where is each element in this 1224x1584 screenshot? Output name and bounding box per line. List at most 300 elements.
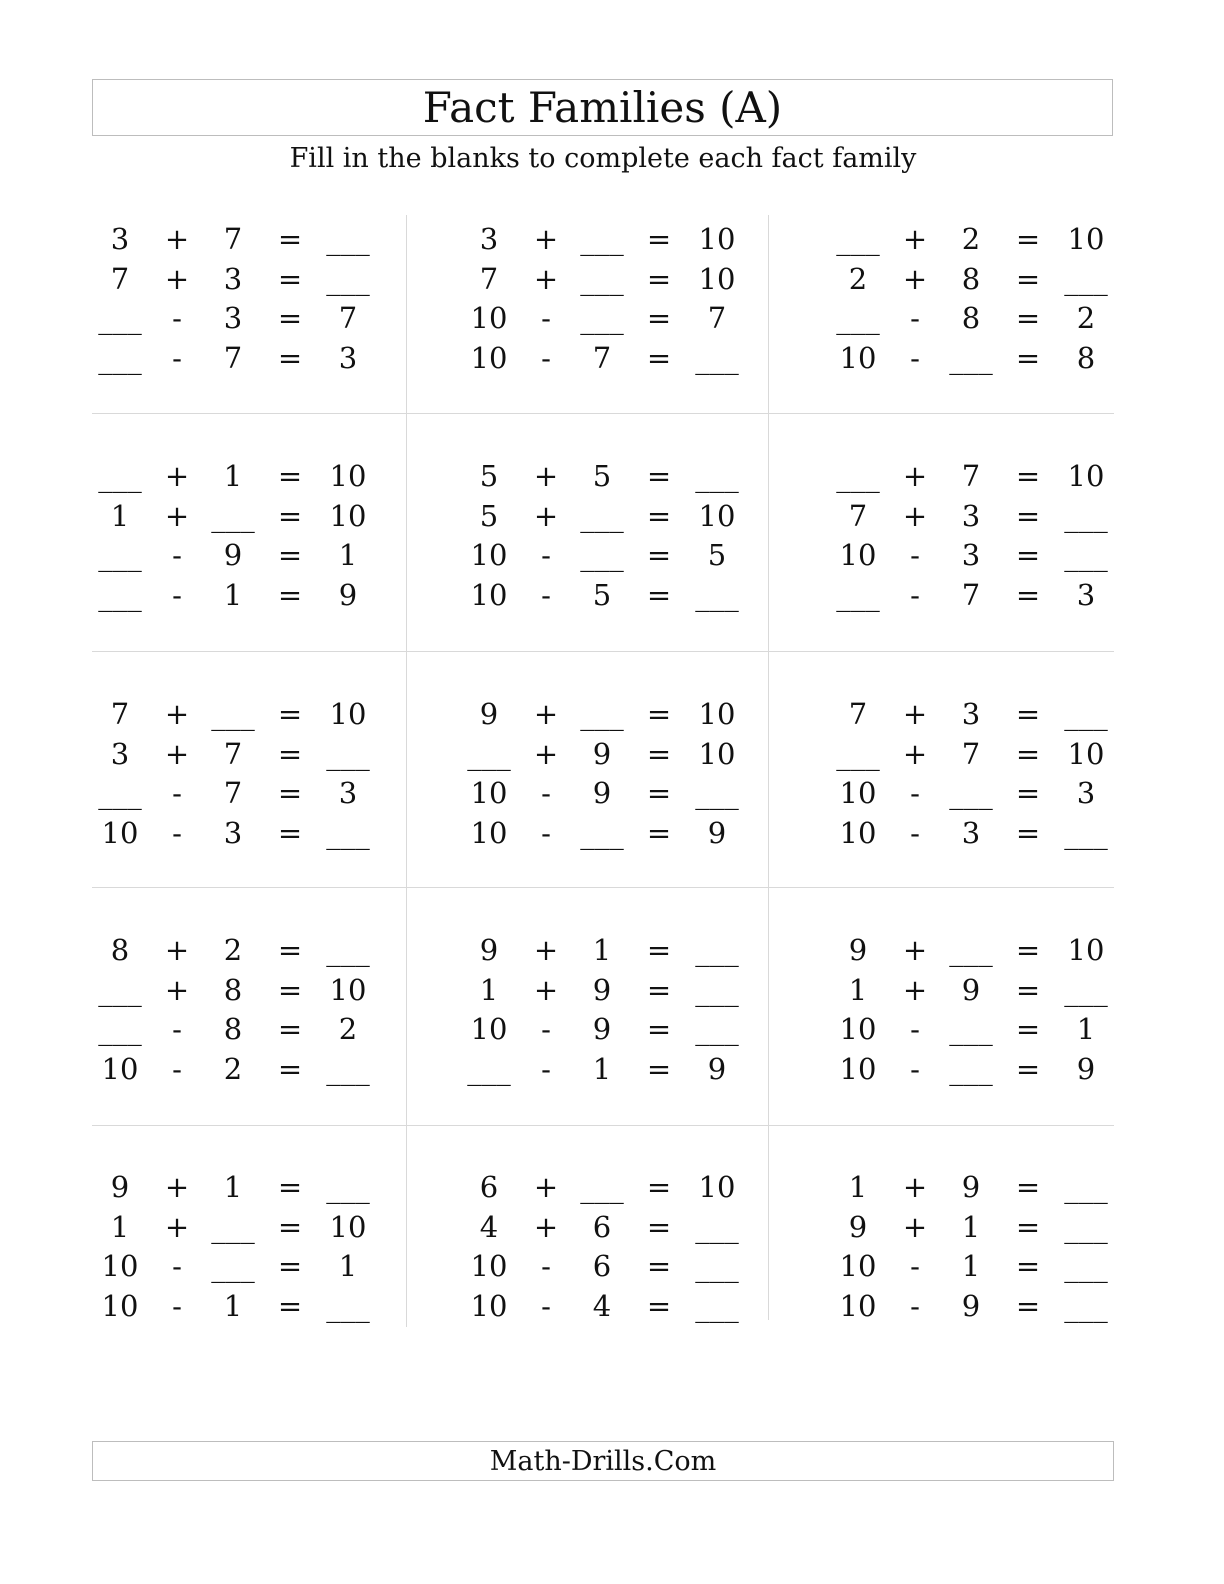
equals-sign: =: [277, 261, 303, 296]
number: 9: [110, 1170, 130, 1204]
number: 9: [338, 577, 358, 612]
answer-blank[interactable]: ___: [695, 1288, 739, 1323]
answer-blank[interactable]: ___: [1064, 1170, 1108, 1204]
operator: +: [533, 697, 559, 731]
answer-blank[interactable]: ___: [695, 1012, 739, 1046]
answer-blank[interactable]: ___: [949, 776, 993, 810]
number: 5: [592, 577, 612, 612]
operator: +: [533, 222, 559, 256]
answer-blank[interactable]: ___: [1064, 261, 1108, 296]
number: 9: [848, 1209, 868, 1244]
fact-family: [92, 1167, 392, 1337]
operator: +: [533, 1209, 559, 1244]
equals-sign: =: [646, 776, 672, 810]
equals-sign: =: [277, 340, 303, 375]
operator: -: [910, 776, 920, 810]
number: 3: [961, 815, 981, 850]
number: 1: [223, 459, 243, 493]
answer-blank[interactable]: ___: [695, 933, 739, 967]
number: 10: [470, 776, 508, 810]
fact-family: [92, 456, 392, 626]
operator: -: [172, 815, 182, 850]
number: 3: [110, 736, 130, 771]
number: 1: [592, 933, 612, 967]
equation: [830, 496, 1130, 536]
number: 10: [101, 1249, 139, 1283]
number: 9: [479, 697, 499, 731]
fact-family: [830, 219, 1130, 389]
operator: -: [910, 1051, 920, 1086]
equals-sign: =: [1015, 736, 1041, 771]
number: 2: [223, 933, 243, 967]
operator: +: [902, 498, 928, 533]
equation: [92, 1049, 392, 1089]
equation: [461, 1009, 761, 1049]
answer-blank[interactable]: ___: [1064, 697, 1108, 731]
number: 7: [592, 340, 612, 375]
answer-blank[interactable]: ___: [695, 1209, 739, 1244]
number: 8: [961, 261, 981, 296]
operator: -: [541, 538, 551, 572]
number: 9: [223, 538, 243, 572]
equals-sign: =: [646, 301, 672, 335]
operator: +: [902, 459, 928, 493]
number: 10: [101, 1051, 139, 1086]
operator: -: [910, 1288, 920, 1323]
operator: -: [910, 815, 920, 850]
answer-blank[interactable]: ___: [949, 933, 993, 967]
equals-sign: =: [646, 459, 672, 493]
equals-sign: =: [277, 1012, 303, 1046]
answer-blank[interactable]: ___: [326, 261, 370, 296]
column-divider: [768, 215, 769, 1320]
number: 9: [848, 933, 868, 967]
answer-blank[interactable]: ___: [695, 972, 739, 1007]
number: 10: [329, 498, 367, 533]
number: 8: [961, 301, 981, 335]
operator: -: [172, 301, 182, 335]
number: 10: [1067, 459, 1105, 493]
fact-family: [461, 930, 761, 1100]
row-divider: [92, 651, 1114, 652]
equation: [461, 496, 761, 536]
answer-blank[interactable]: ___: [98, 301, 142, 335]
equation: [461, 813, 761, 853]
operator: -: [541, 1249, 551, 1283]
equation: [830, 456, 1130, 496]
number: 10: [470, 1288, 508, 1323]
number: 1: [338, 538, 358, 572]
equation: [92, 219, 392, 259]
equation: [461, 1286, 761, 1326]
operator: +: [164, 498, 190, 533]
answer-blank[interactable]: ___: [695, 340, 739, 375]
equation: [830, 970, 1130, 1010]
operator: -: [541, 301, 551, 335]
fact-family: [830, 694, 1130, 864]
number: 5: [479, 498, 499, 533]
equation: [830, 1207, 1130, 1247]
answer-blank[interactable]: ___: [580, 222, 624, 256]
equation: [830, 298, 1130, 338]
number: 1: [848, 1170, 868, 1204]
equation: [830, 535, 1130, 575]
answer-blank[interactable]: ___: [949, 1051, 993, 1086]
equals-sign: =: [646, 1170, 672, 1204]
answer-blank[interactable]: ___: [1064, 815, 1108, 850]
number: 2: [223, 1051, 243, 1086]
number: 7: [223, 776, 243, 810]
answer-blank[interactable]: ___: [98, 972, 142, 1007]
number: 10: [839, 776, 877, 810]
number: 6: [479, 1170, 499, 1204]
equals-sign: =: [646, 697, 672, 731]
equals-sign: =: [277, 1051, 303, 1086]
answer-blank[interactable]: ___: [98, 340, 142, 375]
number: 2: [961, 222, 981, 256]
equals-sign: =: [277, 498, 303, 533]
equals-sign: =: [646, 1051, 672, 1086]
equation: [830, 694, 1130, 734]
number: 9: [592, 972, 612, 1007]
operator: -: [541, 1012, 551, 1046]
answer-blank[interactable]: ___: [98, 577, 142, 612]
answer-blank[interactable]: ___: [211, 697, 255, 731]
answer-blank[interactable]: ___: [1064, 972, 1108, 1007]
number: 1: [961, 1209, 981, 1244]
fact-family: [830, 456, 1130, 626]
equation: [92, 298, 392, 338]
number: 6: [592, 1249, 612, 1283]
number: 4: [479, 1209, 499, 1244]
operator: +: [164, 697, 190, 731]
equation: [461, 970, 761, 1010]
fact-family: [461, 456, 761, 626]
answer-blank[interactable]: ___: [1064, 1288, 1108, 1323]
equals-sign: =: [1015, 340, 1041, 375]
answer-blank[interactable]: ___: [695, 1249, 739, 1283]
answer-blank[interactable]: ___: [580, 697, 624, 731]
number: 10: [698, 222, 736, 256]
number: 10: [698, 736, 736, 771]
answer-blank[interactable]: ___: [949, 340, 993, 375]
number: 9: [592, 1012, 612, 1046]
number: 10: [839, 340, 877, 375]
operator: +: [902, 933, 928, 967]
number: 10: [329, 1209, 367, 1244]
operator: +: [902, 261, 928, 296]
operator: -: [910, 538, 920, 572]
number: 7: [110, 697, 130, 731]
answer-blank[interactable]: ___: [695, 577, 739, 612]
answer-blank[interactable]: ___: [467, 736, 511, 771]
answer-blank[interactable]: ___: [211, 1249, 255, 1283]
equation: [92, 1009, 392, 1049]
answer-blank[interactable]: ___: [949, 1012, 993, 1046]
number: 3: [479, 222, 499, 256]
equation: [92, 338, 392, 378]
equals-sign: =: [277, 1209, 303, 1244]
operator: +: [164, 222, 190, 256]
equation: [830, 1049, 1130, 1089]
answer-blank[interactable]: ___: [98, 459, 142, 493]
number: 9: [961, 1288, 981, 1323]
equation: [461, 219, 761, 259]
number: 10: [839, 1012, 877, 1046]
answer-blank[interactable]: ___: [326, 933, 370, 967]
equals-sign: =: [646, 1209, 672, 1244]
equation: [830, 338, 1130, 378]
number: 3: [223, 815, 243, 850]
number: 10: [470, 1012, 508, 1046]
equals-sign: =: [277, 459, 303, 493]
equation: [92, 694, 392, 734]
fact-family: [830, 930, 1130, 1100]
equals-sign: =: [1015, 459, 1041, 493]
equation: [92, 813, 392, 853]
number: 7: [338, 301, 358, 335]
worksheet-title-text: Fact Families (A): [422, 82, 783, 132]
answer-blank[interactable]: ___: [326, 736, 370, 771]
answer-blank[interactable]: ___: [580, 1170, 624, 1204]
equals-sign: =: [1015, 697, 1041, 731]
operator: +: [164, 736, 190, 771]
equals-sign: =: [1015, 261, 1041, 296]
equals-sign: =: [1015, 1209, 1041, 1244]
number: 7: [848, 697, 868, 731]
column-divider: [406, 215, 407, 1327]
number: 9: [1076, 1051, 1096, 1086]
answer-blank[interactable]: ___: [1064, 1209, 1108, 1244]
answer-blank[interactable]: ___: [326, 1051, 370, 1086]
equals-sign: =: [646, 972, 672, 1007]
equals-sign: =: [277, 972, 303, 1007]
number: 8: [1076, 340, 1096, 375]
number: 3: [961, 697, 981, 731]
equals-sign: =: [1015, 1051, 1041, 1086]
number: 1: [961, 1249, 981, 1283]
number: 1: [1076, 1012, 1096, 1046]
equation: [92, 1207, 392, 1247]
operator: +: [164, 459, 190, 493]
number: 9: [961, 1170, 981, 1204]
number: 7: [223, 736, 243, 771]
answer-blank[interactable]: ___: [695, 459, 739, 493]
operator: -: [541, 577, 551, 612]
answer-blank[interactable]: ___: [580, 498, 624, 533]
equation: [461, 456, 761, 496]
number: 7: [479, 261, 499, 296]
equation: [830, 259, 1130, 299]
equation: [461, 694, 761, 734]
answer-blank[interactable]: ___: [836, 736, 880, 771]
equals-sign: =: [277, 577, 303, 612]
equals-sign: =: [646, 1012, 672, 1046]
operator: +: [902, 1209, 928, 1244]
row-divider: [92, 887, 1114, 888]
number: 10: [470, 538, 508, 572]
equals-sign: =: [277, 933, 303, 967]
number: 10: [329, 459, 367, 493]
answer-blank[interactable]: ___: [836, 222, 880, 256]
answer-blank[interactable]: ___: [98, 776, 142, 810]
number: 7: [848, 498, 868, 533]
equation: [461, 259, 761, 299]
number: 10: [470, 1249, 508, 1283]
equals-sign: =: [277, 1288, 303, 1323]
answer-blank[interactable]: ___: [98, 538, 142, 572]
equals-sign: =: [1015, 1012, 1041, 1046]
equals-sign: =: [1015, 498, 1041, 533]
number: 5: [479, 459, 499, 493]
operator: -: [172, 538, 182, 572]
equals-sign: =: [646, 1249, 672, 1283]
fact-family-grid: [92, 215, 1114, 1327]
number: 10: [1067, 222, 1105, 256]
equation: [92, 259, 392, 299]
operator: +: [164, 933, 190, 967]
number: 10: [839, 1249, 877, 1283]
answer-blank[interactable]: ___: [836, 577, 880, 612]
answer-blank[interactable]: ___: [326, 815, 370, 850]
operator: +: [533, 736, 559, 771]
number: 10: [698, 261, 736, 296]
equation: [92, 575, 392, 615]
number: 3: [338, 340, 358, 375]
equals-sign: =: [646, 933, 672, 967]
equals-sign: =: [646, 736, 672, 771]
number: 10: [1067, 933, 1105, 967]
answer-blank[interactable]: ___: [326, 222, 370, 256]
equation: [461, 734, 761, 774]
equals-sign: =: [1015, 933, 1041, 967]
answer-blank[interactable]: ___: [326, 1288, 370, 1323]
operator: -: [910, 1012, 920, 1046]
number: 7: [223, 222, 243, 256]
operator: +: [164, 1170, 190, 1204]
equation: [461, 338, 761, 378]
equation: [92, 456, 392, 496]
equation: [830, 1009, 1130, 1049]
operator: +: [164, 1209, 190, 1244]
operator: +: [902, 697, 928, 731]
operator: +: [902, 736, 928, 771]
answer-blank[interactable]: ___: [211, 1209, 255, 1244]
equals-sign: =: [1015, 972, 1041, 1007]
operator: +: [902, 222, 928, 256]
number: 3: [961, 538, 981, 572]
operator: -: [541, 776, 551, 810]
number: 9: [479, 933, 499, 967]
equation: [830, 1167, 1130, 1207]
answer-blank[interactable]: ___: [98, 1012, 142, 1046]
equation: [830, 813, 1130, 853]
answer-blank[interactable]: ___: [326, 1170, 370, 1204]
number: 10: [329, 697, 367, 731]
operator: -: [910, 577, 920, 612]
number: 1: [110, 498, 130, 533]
equation: [92, 970, 392, 1010]
equation: [461, 298, 761, 338]
operator: -: [541, 340, 551, 375]
answer-blank[interactable]: ___: [211, 498, 255, 533]
equals-sign: =: [646, 340, 672, 375]
number: 1: [592, 1051, 612, 1086]
number: 1: [223, 577, 243, 612]
footer: [92, 1441, 1114, 1481]
number: 10: [470, 815, 508, 850]
number: 1: [223, 1288, 243, 1323]
equation: [830, 930, 1130, 970]
equation: [461, 575, 761, 615]
answer-blank[interactable]: ___: [836, 301, 880, 335]
equation: [461, 1049, 761, 1089]
equals-sign: =: [277, 538, 303, 572]
number: 10: [1067, 736, 1105, 771]
number: 10: [470, 340, 508, 375]
equation: [830, 575, 1130, 615]
answer-blank[interactable]: ___: [1064, 1249, 1108, 1283]
answer-blank[interactable]: ___: [1064, 498, 1108, 533]
equals-sign: =: [277, 776, 303, 810]
fact-family: [830, 1167, 1130, 1337]
equation: [461, 773, 761, 813]
number: 10: [698, 1170, 736, 1204]
equation: [461, 1246, 761, 1286]
answer-blank[interactable]: ___: [1064, 538, 1108, 572]
equals-sign: =: [1015, 1170, 1041, 1204]
answer-blank[interactable]: ___: [580, 538, 624, 572]
equation: [92, 1286, 392, 1326]
operator: -: [910, 301, 920, 335]
answer-blank[interactable]: ___: [836, 459, 880, 493]
number: 9: [592, 776, 612, 810]
answer-blank[interactable]: ___: [580, 261, 624, 296]
fact-family: [461, 219, 761, 389]
equals-sign: =: [1015, 222, 1041, 256]
answer-blank[interactable]: ___: [580, 815, 624, 850]
equals-sign: =: [646, 577, 672, 612]
operator: -: [172, 1249, 182, 1283]
answer-blank[interactable]: ___: [467, 1051, 511, 1086]
operator: +: [533, 261, 559, 296]
operator: +: [533, 1170, 559, 1204]
number: 10: [470, 301, 508, 335]
equals-sign: =: [277, 222, 303, 256]
fact-family: [92, 694, 392, 864]
number: 10: [839, 815, 877, 850]
answer-blank[interactable]: ___: [580, 301, 624, 335]
operator: -: [541, 815, 551, 850]
number: 8: [223, 1012, 243, 1046]
equation: [92, 734, 392, 774]
answer-blank[interactable]: ___: [695, 776, 739, 810]
operator: -: [172, 1288, 182, 1323]
number: 9: [707, 1051, 727, 1086]
equation: [92, 773, 392, 813]
number: 7: [223, 340, 243, 375]
equation: [92, 1167, 392, 1207]
equation: [92, 1246, 392, 1286]
fact-family: [92, 930, 392, 1100]
number: 8: [110, 933, 130, 967]
worksheet-instructions: Fill in the blanks to complete each fact family: [289, 143, 917, 174]
operator: +: [164, 972, 190, 1007]
number: 10: [470, 577, 508, 612]
equation: [461, 1167, 761, 1207]
operator: +: [902, 972, 928, 1007]
operator: -: [172, 1051, 182, 1086]
